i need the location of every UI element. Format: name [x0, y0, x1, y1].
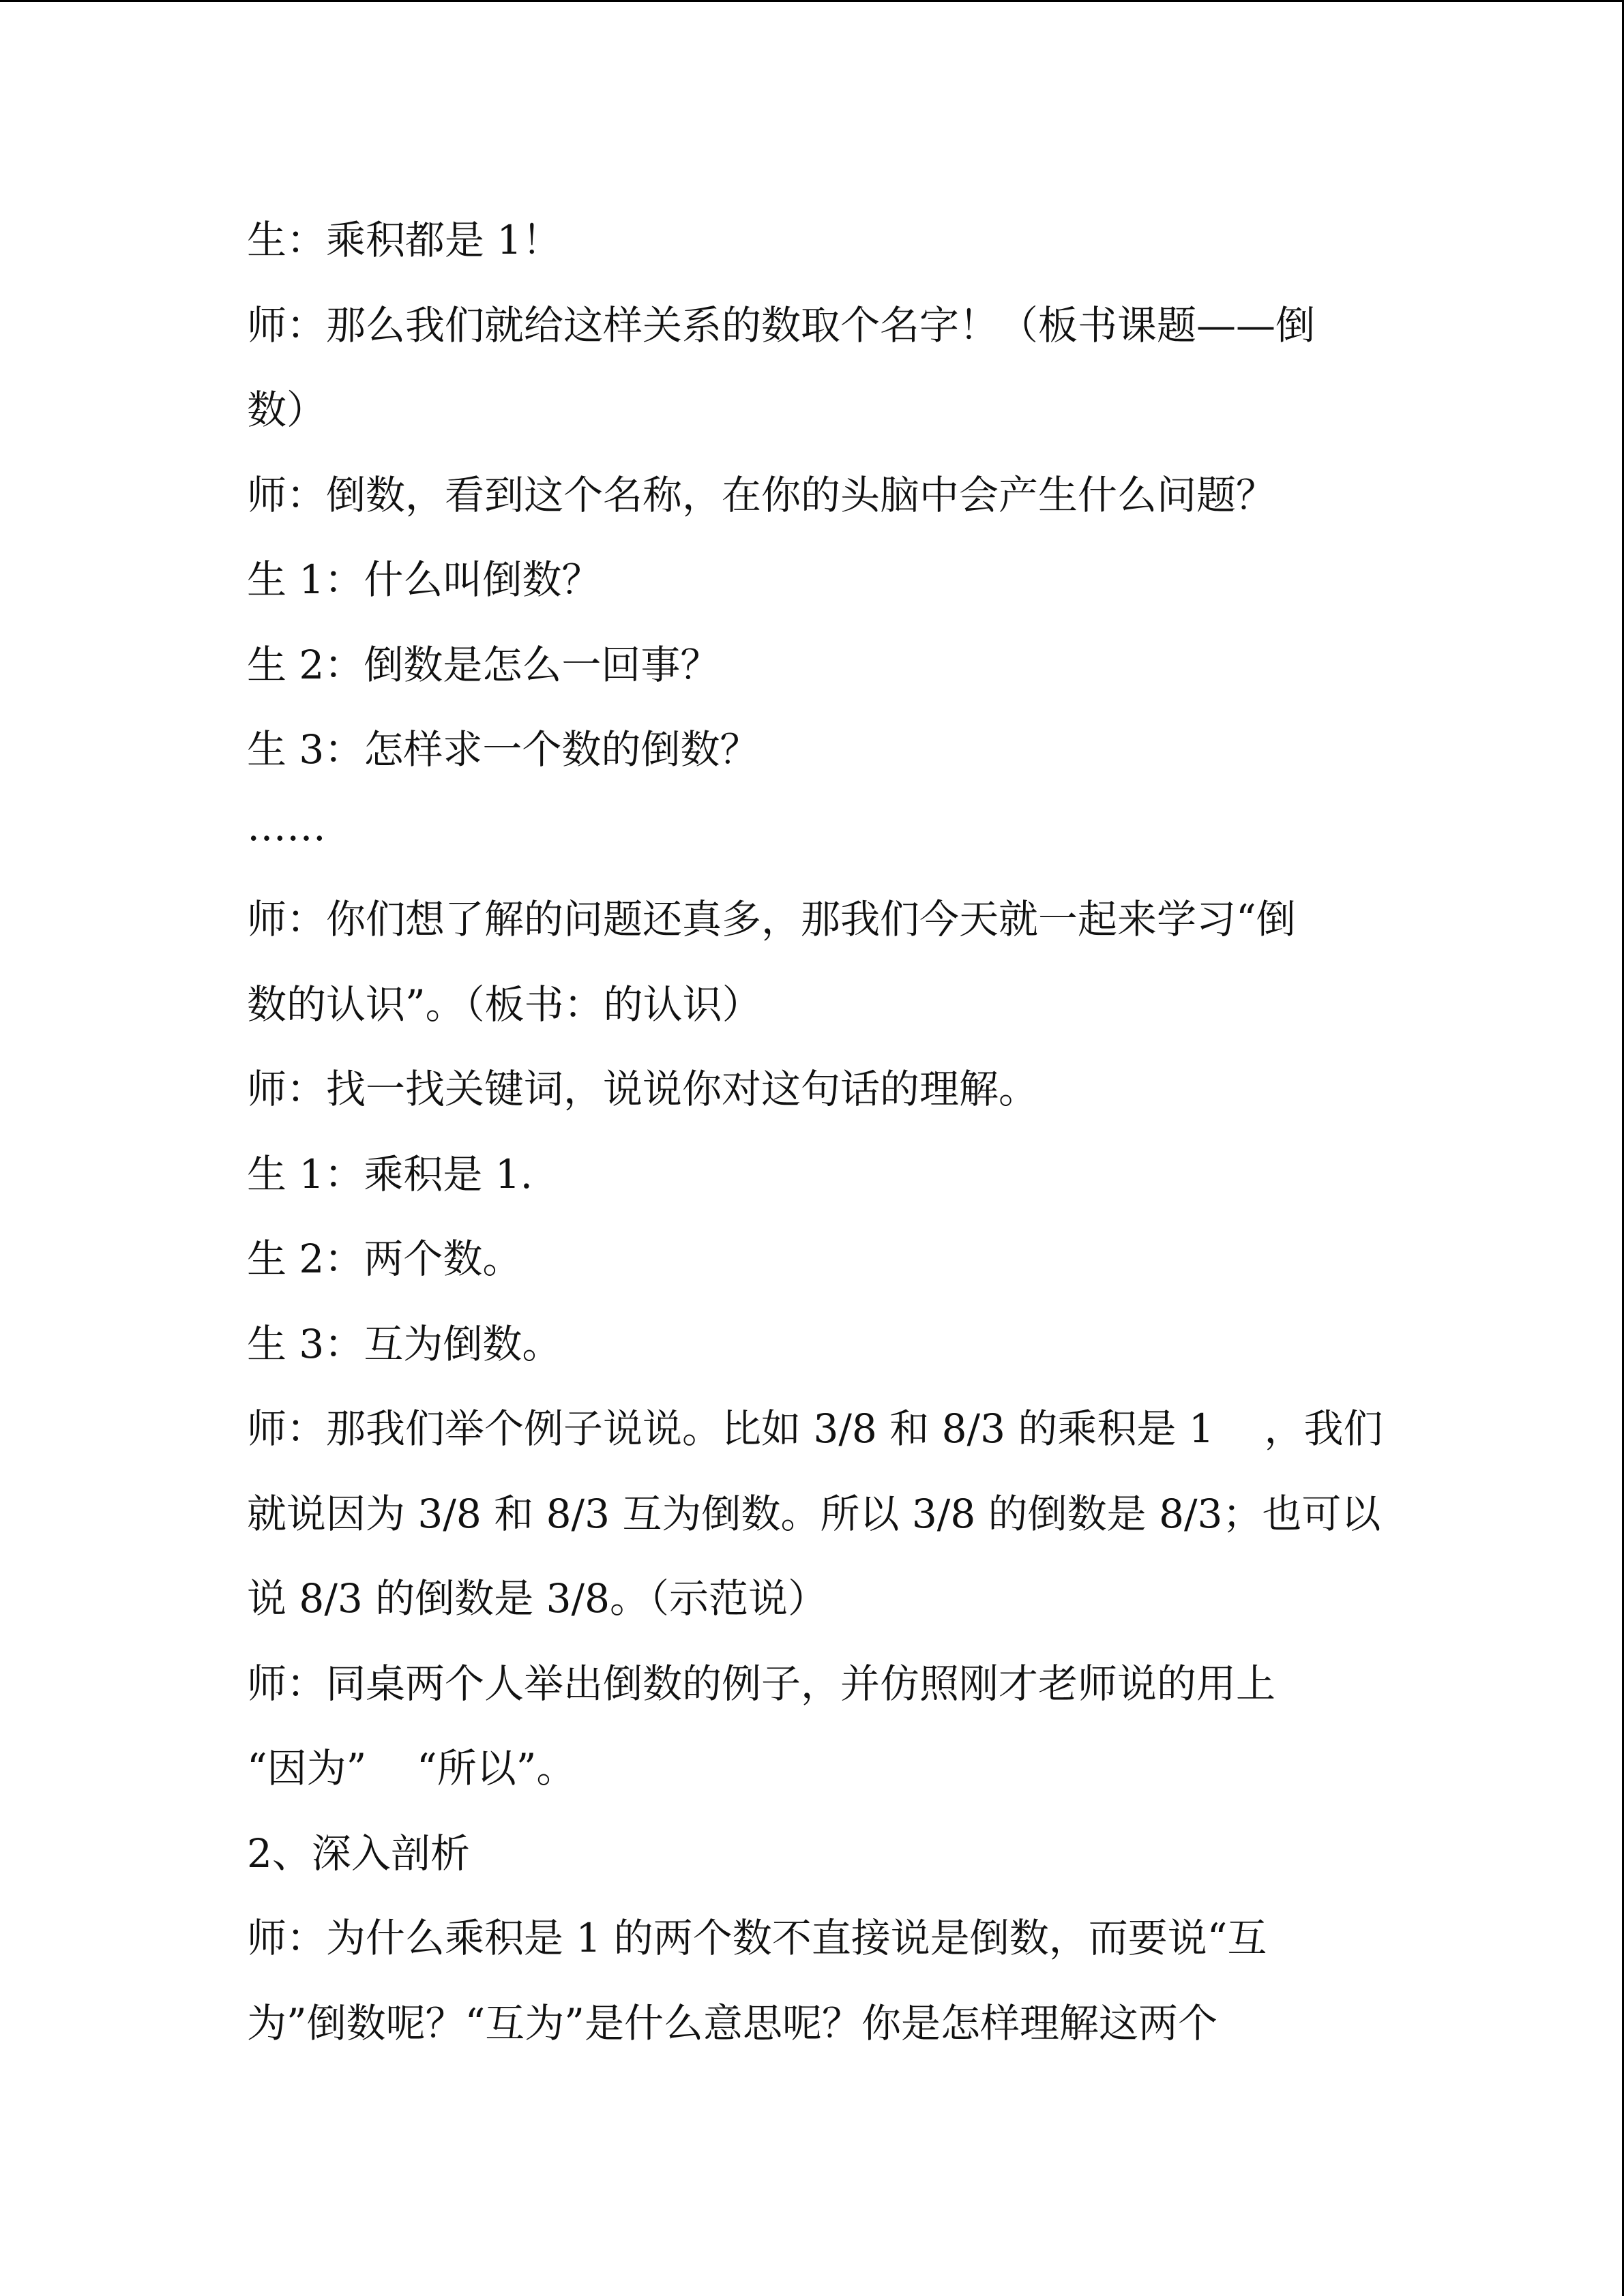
text-line-2: 师：那么我们就给这样关系的数取个名字！（板书课题——倒 — [247, 301, 1316, 348]
text-line-5: 生 1：什么叫倒数？ — [247, 556, 602, 603]
text-line-1: 生：乘积都是 1！ — [247, 217, 562, 263]
text-line-18: 师：同桌两个人举出倒数的例子，并仿照刚才老师说的用上 — [247, 1660, 1276, 1707]
text-line-10: 数的认识”。（板书：的认识） — [247, 981, 762, 1028]
text-line-14: 生 3：互为倒数。 — [247, 1320, 562, 1367]
text-line-7: 生 3：怎样求一个数的倒数？ — [247, 726, 760, 773]
text-line-21: 师：为什么乘积是 1 的两个数不直接说是倒数，而要说“互 — [247, 1915, 1267, 1961]
text-line-20: 2、深入剖析 — [247, 1830, 470, 1877]
text-line-6: 生 2：倒数是怎么一回事？ — [247, 641, 720, 688]
text-line-19: “因为” “所以”。 — [247, 1745, 576, 1791]
lesson-transcript — [247, 198, 1393, 2066]
text-line-17: 说 8/3 的倒数是 3/8。（示范说） — [247, 1575, 827, 1622]
text-line-22: 为”倒数呢？“互为”是什么意思呢？你是怎样理解这两个 — [247, 1999, 1217, 2046]
text-line-9: 师：你们想了解的问题还真多，那我们今天就一起来学习“倒 — [247, 896, 1296, 942]
text-line-13: 生 2：两个数。 — [247, 1236, 522, 1282]
text-line-16: 就说因为 3/8 和 8/3 互为倒数。所以 3/8 的倒数是 8/3；也可以 — [247, 1490, 1381, 1537]
text-line-11: 师：找一找关键词，说说你对这句话的理解。 — [247, 1066, 1039, 1112]
text-line-15: 师：那我们举个例子说说。比如 3/8 和 8/3 的乘积是 1 ，我们 — [247, 1405, 1383, 1452]
text-line-8: …… — [247, 803, 326, 850]
text-line-12: 生 1：乘积是 1. — [247, 1150, 533, 1197]
text-line-3: 数） — [247, 387, 327, 433]
text-line-4: 师：倒数，看到这个名称，在你的头脑中会产生什么问题？ — [247, 471, 1276, 518]
page-top-border — [0, 0, 1624, 2]
